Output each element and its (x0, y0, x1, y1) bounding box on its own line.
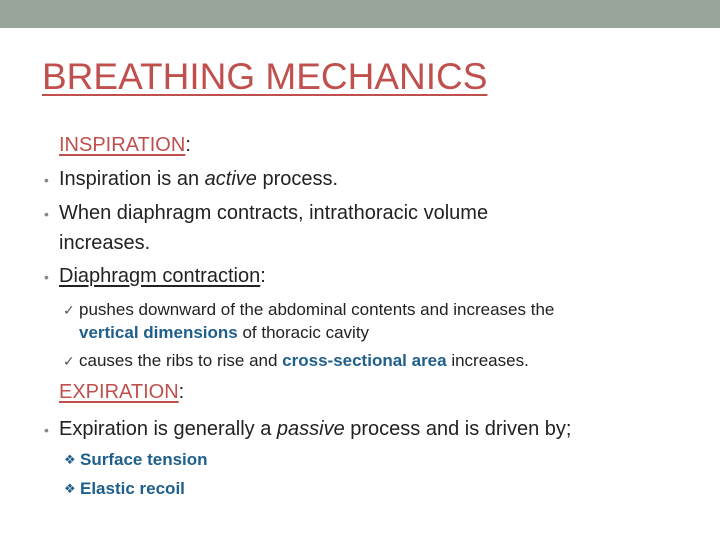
expiration-heading-colon: : (178, 381, 185, 403)
driver-surface-tension: Surface tension (80, 450, 208, 469)
inspiration-bullet-diaphragm-line2: increases. (59, 232, 151, 254)
text-run: Inspiration is an (59, 168, 205, 190)
driver-elastic-recoil: Elastic recoil (80, 479, 185, 498)
inspiration-bullet-diaphragm-line1: When diaphragm contracts, intrathoracic volume (59, 202, 489, 224)
emphasis-active: active (204, 168, 257, 190)
expiration-heading-label: EXPIRATION (59, 381, 179, 403)
top-decorative-band (0, 0, 720, 28)
text-run: causes the ribs to rise and (79, 351, 283, 370)
contraction-label: Diaphragm contraction (59, 265, 261, 287)
diamond-bullet-icon: ❖ (64, 481, 76, 496)
expiration-bullet-passive (59, 418, 571, 441)
checkmark-icon: ✓ (63, 302, 75, 318)
text-run: : (260, 265, 266, 287)
text-run: Expiration is generally a (59, 418, 277, 440)
expiration-heading (59, 381, 184, 404)
inspiration-heading-colon: : (185, 134, 191, 156)
emphasis-passive: passive (276, 418, 345, 440)
dot-bullet-icon: • (44, 206, 49, 222)
inspiration-heading-label: INSPIRATION (59, 134, 186, 156)
inspiration-heading (59, 134, 191, 157)
text-run: process. (256, 168, 339, 190)
text-run: increases. (446, 351, 529, 370)
inspiration-bullet-contraction (59, 265, 266, 288)
dot-bullet-icon: • (44, 269, 49, 285)
slide-title: BREATHING MECHANICS (42, 56, 488, 97)
sub-item-causes (79, 351, 529, 371)
inspiration-bullet-active (59, 168, 338, 191)
dot-bullet-icon: • (44, 422, 49, 438)
text-run: process and is driven by; (344, 418, 572, 440)
checkmark-icon: ✓ (63, 353, 75, 369)
sub-item-pushes-line1: pushes downward of the abdominal contents and increases the (79, 300, 555, 319)
emphasis-vertical-dimensions: vertical dimensions (79, 323, 238, 342)
text-run: of thoracic cavity (237, 323, 370, 342)
sub-item-pushes-line2 (79, 323, 369, 343)
emphasis-cross-sectional-area: cross-sectional area (282, 351, 447, 370)
diamond-bullet-icon: ❖ (64, 452, 76, 467)
dot-bullet-icon: • (44, 172, 49, 188)
